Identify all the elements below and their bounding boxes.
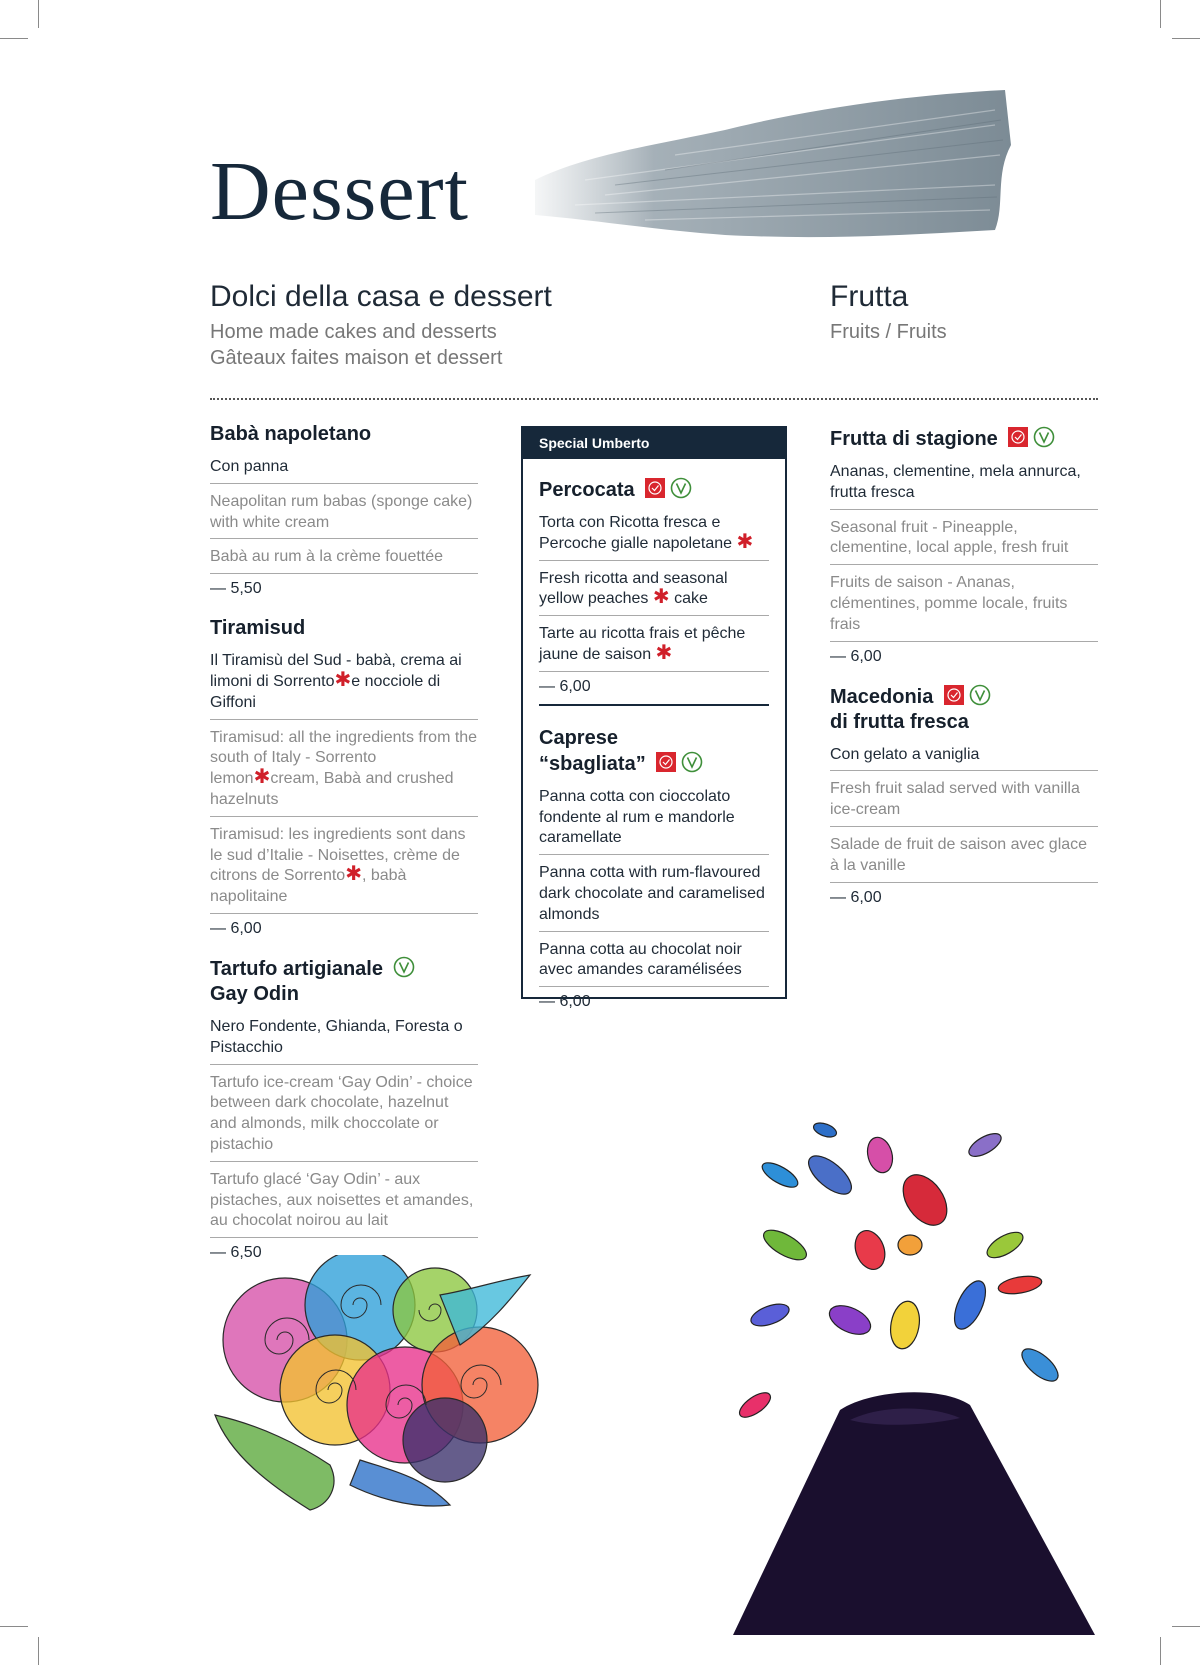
- vegetarian-icon: [670, 477, 692, 499]
- menu-item-tiramisud: [210, 616, 478, 938]
- quality-seal-icon: [1007, 426, 1029, 448]
- menu-item-frutta-stagione: [830, 426, 1098, 666]
- price: — 6,00: [830, 888, 882, 906]
- crop-mark: [1160, 0, 1161, 28]
- description-it: Ananas, clementine, mela annurca, frutta fresca: [830, 460, 1098, 510]
- menu-item-caprese: [539, 726, 769, 1011]
- title-line: Gay Odin: [210, 982, 299, 1005]
- title-line: Tartufo artigianale: [210, 957, 383, 980]
- description-it: [210, 649, 478, 719]
- crop-mark: [0, 38, 28, 39]
- menu-column-left: [210, 422, 478, 1280]
- asterisk-icon: ✱: [736, 530, 754, 553]
- description-fr: [539, 622, 769, 672]
- menu-item-title: [830, 426, 1098, 452]
- description-en: [539, 567, 769, 617]
- menu-item-baba: [210, 422, 478, 598]
- description-it: Nero Fondente, Ghianda, Foresta o Pistacchio: [210, 1015, 478, 1065]
- asterisk-icon: ✱: [253, 766, 271, 789]
- description-fr: Fruits de saison - Ananas, clémentines, pomme locale, fruits frais: [830, 571, 1098, 641]
- description-en: Neapolitan rum babas (sponge cake) with white cream: [210, 490, 478, 540]
- section-header-dolci: [210, 280, 552, 371]
- text-part: Tiramisud: les ingredients sont dans le sud d’Italie - Noisettes, crème de citrons de Sorrento: [210, 825, 466, 885]
- section-heading: Dolci della casa e dessert: [210, 280, 552, 313]
- crop-mark: [1160, 1637, 1161, 1665]
- special-items: [523, 459, 785, 1011]
- seashells-artwork: [210, 1255, 560, 1525]
- vegetarian-icon: [969, 684, 991, 706]
- description-it: Panna cotta con cioccolato fondente al rum e mandorle caramellate: [539, 785, 769, 855]
- dotted-divider: [210, 398, 1098, 400]
- description-fr: [210, 823, 478, 914]
- description-fr: Tartufo glacé ‘Gay Odin’ - aux pistaches, aux noisettes et amandes, au chocolat noirou au lait: [210, 1168, 478, 1238]
- crop-mark: [38, 1637, 39, 1665]
- volcano-fish-artwork: [730, 1120, 1100, 1640]
- section-heading: Frutta: [830, 280, 909, 313]
- text-part: cream, Babà and crushed hazelnuts: [210, 770, 454, 808]
- menu-item-title: Babà napoletano: [210, 423, 372, 445]
- title-line: Percocata: [539, 479, 635, 501]
- description-fr: Panna cotta au chocolat noir avec amandes caramélisées: [539, 938, 769, 988]
- menu-item-title: Tiramisud: [210, 617, 306, 640]
- description-it: [539, 511, 769, 561]
- menu-item-title: [539, 726, 769, 777]
- crop-mark: [1172, 38, 1200, 39]
- quality-seal-icon: [644, 477, 666, 499]
- menu-item-title: [830, 684, 1098, 735]
- asterisk-icon: ✱: [334, 668, 352, 691]
- description-fr: Babà au rum à la crème fouettée: [210, 545, 478, 574]
- price: — 6,50: [210, 1244, 262, 1262]
- text-part: Tarte au ricotta frais et pêche jaune de saison: [539, 625, 746, 663]
- menu-item-tartufo: [210, 956, 478, 1262]
- menu-item-title: [210, 956, 478, 1007]
- title-line: di frutta fresca: [830, 710, 969, 733]
- section-subheading: [210, 319, 552, 371]
- asterisk-icon: ✱: [652, 586, 670, 609]
- title-line: “sbagliata”: [539, 752, 646, 775]
- menu-item-title: [539, 477, 769, 503]
- quality-seal-icon: [943, 684, 965, 706]
- description-en: Seasonal fruit - Pineapple, clementine, local apple, fresh fruit: [830, 516, 1098, 566]
- title-line: Frutta di stagione: [830, 428, 998, 450]
- text-part: e nocciole di Giffoni: [210, 672, 441, 711]
- price: — 5,50: [210, 580, 262, 598]
- vegetarian-icon: [681, 751, 703, 773]
- menu-item-macedonia: [830, 684, 1098, 907]
- description-it: Con panna: [210, 455, 478, 484]
- vegetarian-icon: [1033, 426, 1055, 448]
- brush-stroke-decoration: [525, 85, 1015, 245]
- section-subheading-en: Home made cakes and desserts: [210, 321, 497, 343]
- price: — 6,00: [830, 647, 882, 665]
- description-en: Panna cotta with rum-flavoured dark chocolate and caramelised almonds: [539, 861, 769, 931]
- description-en: Tartufo ice-cream ‘Gay Odin’ - choice between dark chocolate, hazelnut and almonds, milk choccolate or pistachio: [210, 1071, 478, 1162]
- description-it: Con gelato a vaniglia: [830, 743, 1098, 772]
- crop-mark: [0, 1626, 28, 1627]
- text-part: cake: [674, 590, 708, 608]
- description-en: Fresh fruit salad served with vanilla ice-cream: [830, 777, 1098, 827]
- asterisk-icon: ✱: [345, 863, 362, 886]
- special-divider: [539, 704, 769, 706]
- description-fr: Salade de fruit de saison avec glace à la vanille: [830, 833, 1098, 883]
- price: — 6,00: [539, 993, 591, 1011]
- section-subheading: Fruits / Fruits: [830, 321, 947, 343]
- text-part: Fresh ricotta and seasonal yellow peaches: [539, 569, 728, 608]
- text-part: , babà napolitaine: [210, 867, 407, 906]
- asterisk-icon: ✱: [655, 641, 673, 664]
- crop-mark: [38, 0, 39, 28]
- description-en: [210, 726, 478, 817]
- text-part: Tiramisud: all the ingredients from the south of Italy - Sorrento lemon: [210, 728, 478, 788]
- special-label: Special Umberto: [523, 428, 785, 459]
- crop-mark: [1172, 1626, 1200, 1627]
- title-line: Macedonia: [830, 685, 934, 708]
- title-line: Caprese: [539, 726, 618, 749]
- section-header-frutta: [830, 280, 947, 345]
- text-part: Il Tiramisù del Sud - babà, crema ai limoni di Sorrento: [210, 652, 462, 690]
- price: — 6,00: [539, 677, 591, 695]
- menu-item-percocata: [539, 477, 769, 696]
- vegetarian-icon: [393, 956, 415, 978]
- quality-seal-icon: [655, 751, 677, 773]
- text-part: Torta con Ricotta fresca e Percoche gialle napoletane: [539, 514, 733, 552]
- menu-column-right: [830, 426, 1098, 925]
- page-title: Dessert: [210, 145, 469, 238]
- price: — 6,00: [210, 919, 262, 937]
- section-subheading-fr: Gâteaux faites maison et dessert: [210, 347, 503, 369]
- special-umberto-box: [521, 426, 787, 1011]
